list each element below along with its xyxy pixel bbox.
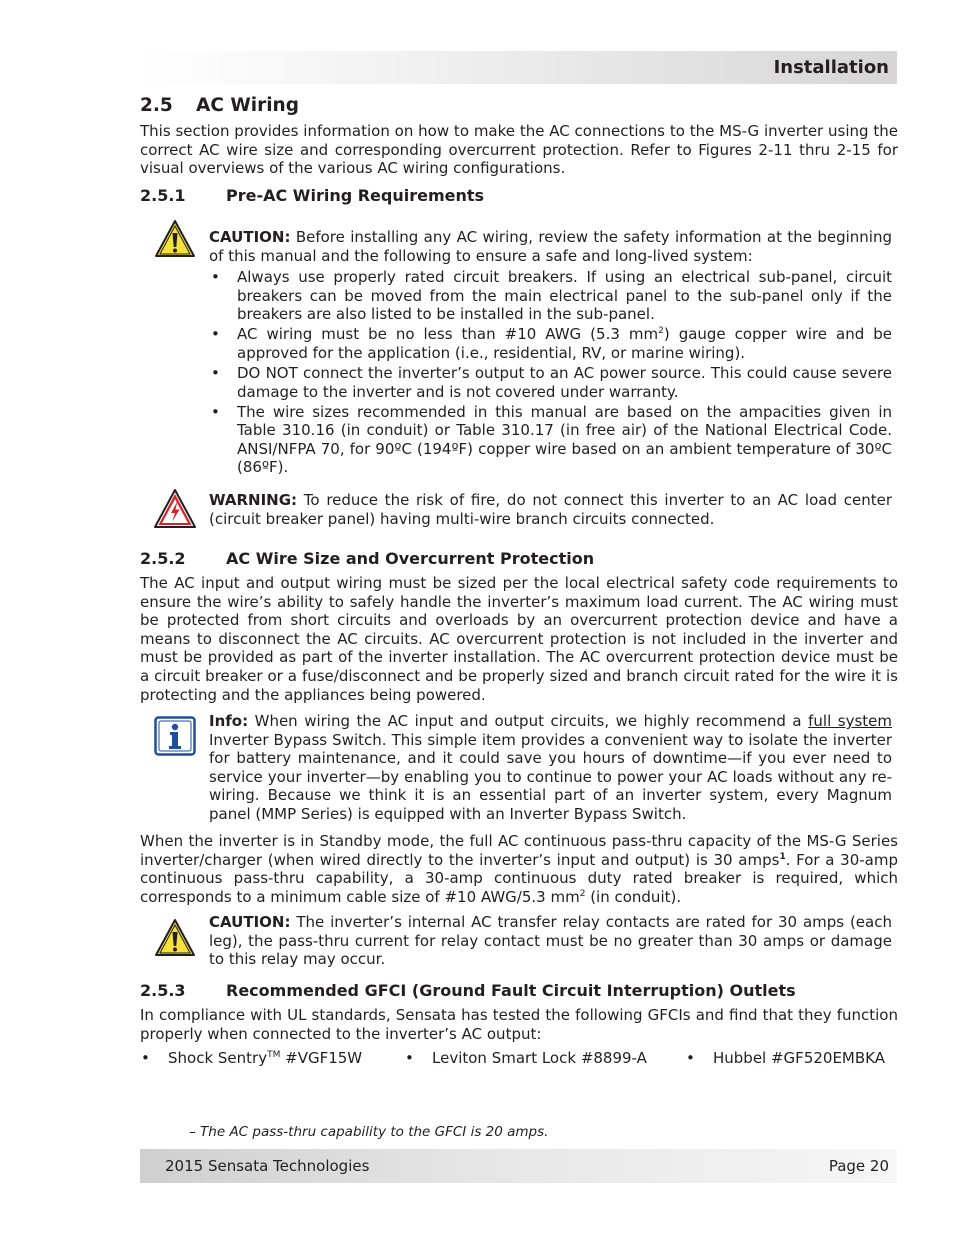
section-2-5-intro: This section provides information on how to make the AC connections to the MS-G inverter using the correct AC wire size and corresponding overcurrent protection. Refer to Figures 2-11 thru 2-15 for visual overviews of the various AC wiring configurations. [140,122,898,178]
section-2-5-heading [140,95,299,117]
footer-copyright: 2015 Sensata Technologies [165,1157,370,1175]
trademark: TM [267,1050,281,1060]
page-number: Page 20 [828,1157,889,1175]
paragraph-text: (in conduit). [585,887,682,906]
caution-text: Before installing any AC wiring, review the safety information at the beginning of this manual and the following to ensure a safe and long-lived system: [209,228,892,265]
warning-icon [153,488,197,530]
list-item-text: ) gauge copper wire and be approved for the application (i.e., residential, RV, or marine wiring). [237,325,892,362]
section-number: 2.5 [140,95,173,116]
info-text: When wiring the AC input and output circuits, we highly recommend a [248,712,809,730]
section-title: AC Wire Size and Overcurrent Protection [226,549,595,568]
section-2-5-2-para-2 [140,832,898,906]
warning-note [209,491,892,528]
info-text: Inverter Bypass Switch. This simple item provides a convenient way to isolate the inverter for battery maintenance, and it could save you hours of downtime—if you ever need to service your inverter—by enabling you to continue to power your AC loads without any re-wiring. Because we think it is an essential part of an inverter system, every Magnum panel (MMP Series) is equipped with an Inverter Bypass Switch. [209,730,892,823]
section-2-5-3-para: In compliance with UL standards, Sensata has tested the following GFCIs and find that they function properly when connected to the inverter’s AC output: [140,1006,898,1043]
gfci-item: • Leviton Smart Lock #8899-A [432,1049,647,1068]
caution-label: CAUTION: [209,913,291,931]
list-item: • The wire sizes recommended in this manual are based on the ampacities given in Table 310.16 (in conduit) or Table 310.17 (in free air) of the National Electrical Code. ANSI/NFPA 70, for 90ºC (194ºF) copper wire based on an ambient temperature of 30ºC (86ºF). [209,403,892,477]
gfci-text: #VGF15W [280,1049,363,1067]
header-title: Installation [773,57,889,78]
footnote: – The AC pass-thru capability to the GFCI is 20 amps. [189,1124,549,1140]
gfci-text: Shock Sentry [168,1049,268,1067]
section-2-5-3-heading [140,981,796,1001]
info-icon [154,716,196,756]
section-2-5-2-heading [140,549,594,569]
caution-icon [154,918,196,958]
info-label: Info: [209,712,249,730]
section-2-5-2-para-1: The AC input and output wiring must be sized per the local electrical safety code requirements to ensure the wire’s ability to safely handle the inverter’s maximum load current. The AC wiring must be protected from short circuits and overloads by an overcurrent protection device and have a means to disconnect the AC circuits. AC overcurrent protection is not included in the inverter and must be provided as part of the inverter installation. The AC overcurrent protection device must be a circuit breaker or a fuse/disconnect and be properly sized and branch circuit rated for the wire it is protecting and the appliances being powered. [140,574,898,704]
gfci-list [140,1049,898,1069]
footnote-marker: 1 [779,851,786,862]
paragraph-text: . For a 30-amp continuous pass-thru capability, a 30-amp continuous duty rated breaker is required, which corresponds to a minimum cable size of #10 AWG/5.3 mm [140,850,898,906]
superscript: 2 [658,326,664,337]
section-2-5-1-heading [140,186,484,206]
section-number: 2.5.2 [140,549,186,568]
list-item: • Always use properly rated circuit breakers. If using an electrical sub-panel, circuit breakers can be moved from the main electrical panel to the sub-panel only if the breakers are also listed to be installed in the sub-panel. [209,268,892,324]
warning-text: To reduce the risk of fire, do not connect this inverter to an AC load center (circuit breaker panel) having multi-wire branch circuits connected. [209,491,892,528]
section-title: Pre-AC Wiring Requirements [226,186,485,205]
list-item: • DO NOT connect the inverter’s output to an AC power source. This could cause severe damage to the inverter and is not covered under warranty. [209,364,892,401]
caution-text: The inverter’s internal AC transfer relay contacts are rated for 30 amps (each leg), the pass-thru current for relay contact must be no greater than 30 amps or damage to this relay may occur. [209,913,892,969]
warning-label: WARNING: [209,491,298,509]
info-note [209,712,892,824]
superscript: 2 [579,888,586,899]
section-title: Recommended GFCI (Ground Fault Circuit Interruption) Outlets [226,981,796,1000]
list-item [209,325,892,362]
header-band [140,51,897,84]
section-number: 2.5.1 [140,186,186,205]
caution-note-2 [209,913,892,969]
section-number: 2.5.3 [140,981,186,1000]
paragraph-text: When the inverter is in Standby mode, the full AC continuous pass-thru capacity of the MS-G Series inverter/charger (when wired directly to the inverter’s input and output) is 30 amps [140,832,898,869]
section-title: AC Wiring [196,95,299,116]
list-item-text: AC wiring must be no less than #10 AWG (5.3 mm [237,325,659,344]
full-system-link[interactable]: full system [808,712,892,730]
requirements-list [209,268,892,477]
caution-label: CAUTION: [209,228,291,246]
footer-band [140,1149,897,1183]
gfci-item: • Hubbel #GF520EMBKA [713,1049,885,1068]
gfci-item [168,1049,362,1068]
caution-icon [154,219,196,259]
caution-note-1 [209,228,892,478]
